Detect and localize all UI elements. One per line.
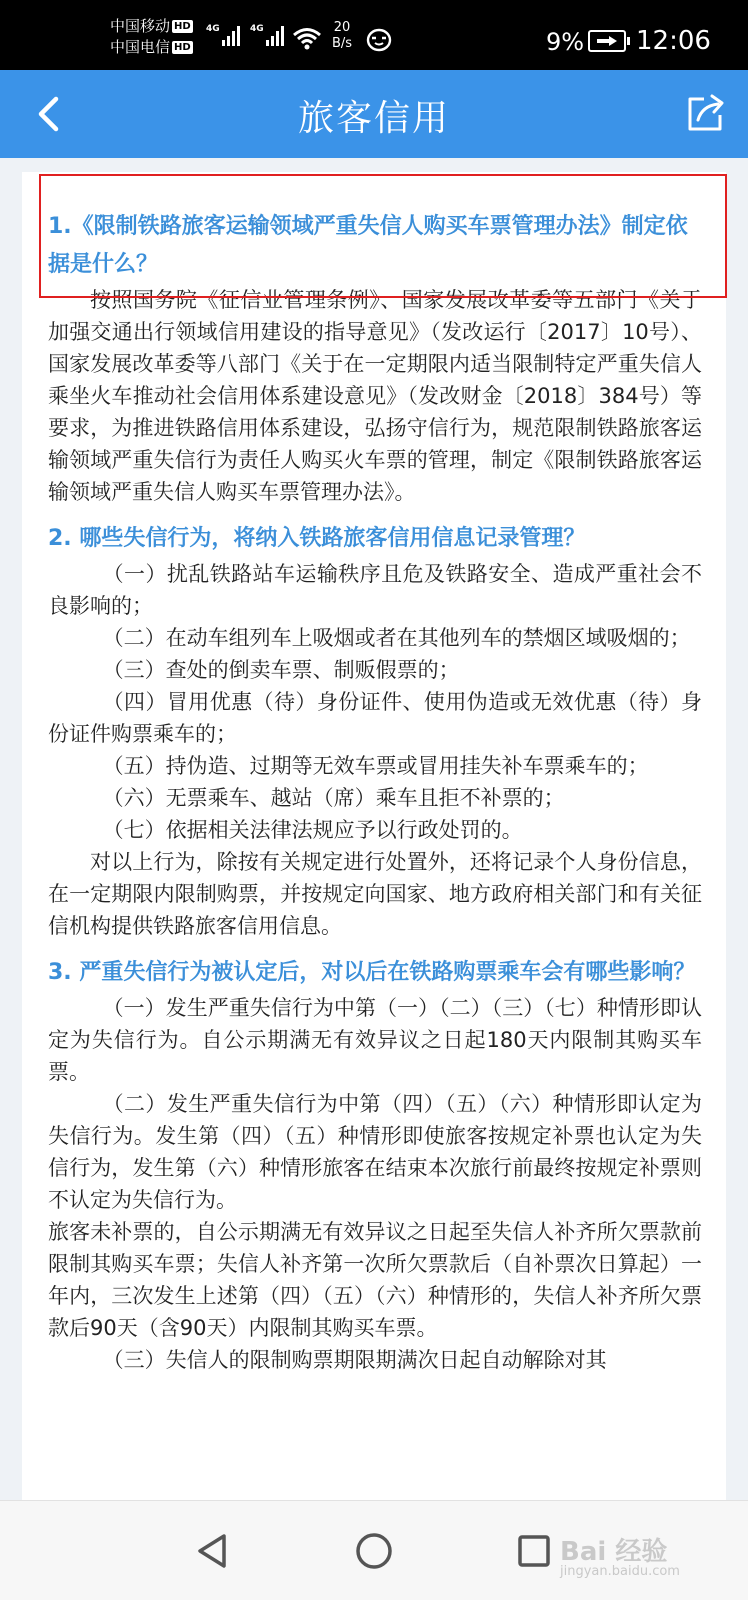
wifi-icon <box>292 26 322 54</box>
list-item: （三）查处的倒卖车票、制贩假票的； <box>102 658 460 682</box>
app-header <box>0 70 748 158</box>
network-type-1: 4G <box>206 24 220 34</box>
list-item: （一）扰乱铁路站车运输秩序且危及铁路安全、造成严重社会不良影响的； <box>48 562 702 618</box>
list-item: （五）持伪造、过期等无效车票或冒用挂失补车票乘车的； <box>102 754 649 778</box>
watermark-sub: jingyan.baidu.com <box>560 1564 680 1579</box>
hd-badge-1: HD <box>174 21 191 32</box>
list-item: （二）在动车组列车上吸烟或者在其他列车的禁烟区域吸烟的； <box>102 626 691 650</box>
nav-recents-button[interactable] <box>506 1523 562 1579</box>
carrier-1: 中国移动 <box>110 17 171 35</box>
signal-icon-1 <box>206 24 240 46</box>
question-2-title: 2. 哪些失信行为，将纳入铁路旅客信用信息记录管理？ <box>48 526 586 551</box>
signal-icon-2 <box>250 24 284 46</box>
list-item: （七）依据相关法律法规应予以行政处罚的。 <box>102 818 523 842</box>
system-navigation-bar <box>0 1500 748 1600</box>
list-item: （六）无票乘车、越站（席）乘车且拒不补票的； <box>102 786 565 810</box>
circle-home-icon <box>354 1531 394 1571</box>
battery-icon <box>588 30 626 52</box>
watermark <box>560 1531 680 1579</box>
carrier-2: 中国电信 <box>110 38 171 56</box>
share-icon <box>684 90 728 134</box>
nav-back-button[interactable] <box>184 1523 240 1579</box>
face-icon <box>366 28 392 56</box>
network-speed <box>332 20 352 52</box>
question-1-title: 1.《限制铁路旅客运输领域严重失信人购买车票管理办法》制定依据是什么？ <box>48 214 688 277</box>
battery-percent: 9% <box>546 28 585 56</box>
carrier-info <box>110 16 193 58</box>
page-title: 旅客信用 <box>297 98 450 139</box>
question-3-paragraph-3: 旅客未补票的，自公示期满无有效异议之日起至失信人补齐所欠票款前限制其购买车票；失信人补齐第一次所欠票款后（自补票次日算起）一年内，三次发生上述第（四）（五）（六）种情形的，失信人补齐所欠票款后90天（含90天）内限制其购买车票。 <box>48 1220 702 1340</box>
question-1-answer: 按照国务院《征信业管理条例》、国家发展改革委等五部门《关于加强交通出行领域信用建设的指导意见》（发改运行〔2017〕10号）、国家发展改革委等八部门《关于在一定期限内适当限制特定严重失信人乘坐火车推动社会信用体系建设意见》（发改财金〔2018〕384号）等要求，为推进铁路信用体系建设，弘扬守信行为，规范限制铁路旅客运输领域严重失信行为责任人购买火车票的管理，制定《限制铁路旅客运输领域严重失信人购买车票管理办法》。 <box>48 288 702 504</box>
question-3-paragraph-2: （二）发生严重失信行为中第（四）（五）（六）种情形即认定为失信行为。发生第（四）（五）种情形即使旅客按规定补票也认定为失信行为，发生第（六）种情形旅客在结束本次旅行前最终按规定补票则不认定为失信行为。 <box>48 1092 702 1212</box>
watermark-main: Bai 经验 <box>560 1537 668 1567</box>
question-2-footer: 对以上行为，除按有关规定进行处置外，还将记录个人身份信息，在一定期限内限制购票，并按规定向国家、地方政府相关部门和有关征信机构提供铁路旅客信用信息。 <box>48 850 702 938</box>
speed-value: 20 <box>333 20 351 35</box>
article-card <box>22 172 726 1512</box>
question-3-title: 3. 严重失信行为被认定后，对以后在铁路购票乘车会有哪些影响？ <box>48 960 696 985</box>
clock: 12:06 <box>636 26 711 56</box>
speed-unit: B/s <box>332 36 353 51</box>
list-item: （四）冒用优惠（待）身份证件、使用伪造或无效优惠（待）身份证件购票乘车的； <box>48 690 702 746</box>
status-bar <box>0 0 748 70</box>
network-type-2: 4G <box>250 24 264 34</box>
share-button[interactable] <box>684 90 728 134</box>
question-3-paragraph-1: （一）发生严重失信行为中第（一）（二）（三）（七）种情形即认定为失信行为。自公示期满无有效异议之日起180天内限制其购买车票。 <box>48 996 702 1084</box>
nav-home-button[interactable] <box>346 1523 402 1579</box>
question-3-paragraph-4: （三）失信人的限制购票期限期满次日起自动解除对其 <box>102 1348 607 1372</box>
square-recents-icon <box>516 1533 552 1569</box>
triangle-back-icon <box>195 1533 229 1569</box>
hd-badge-2: HD <box>174 42 191 53</box>
